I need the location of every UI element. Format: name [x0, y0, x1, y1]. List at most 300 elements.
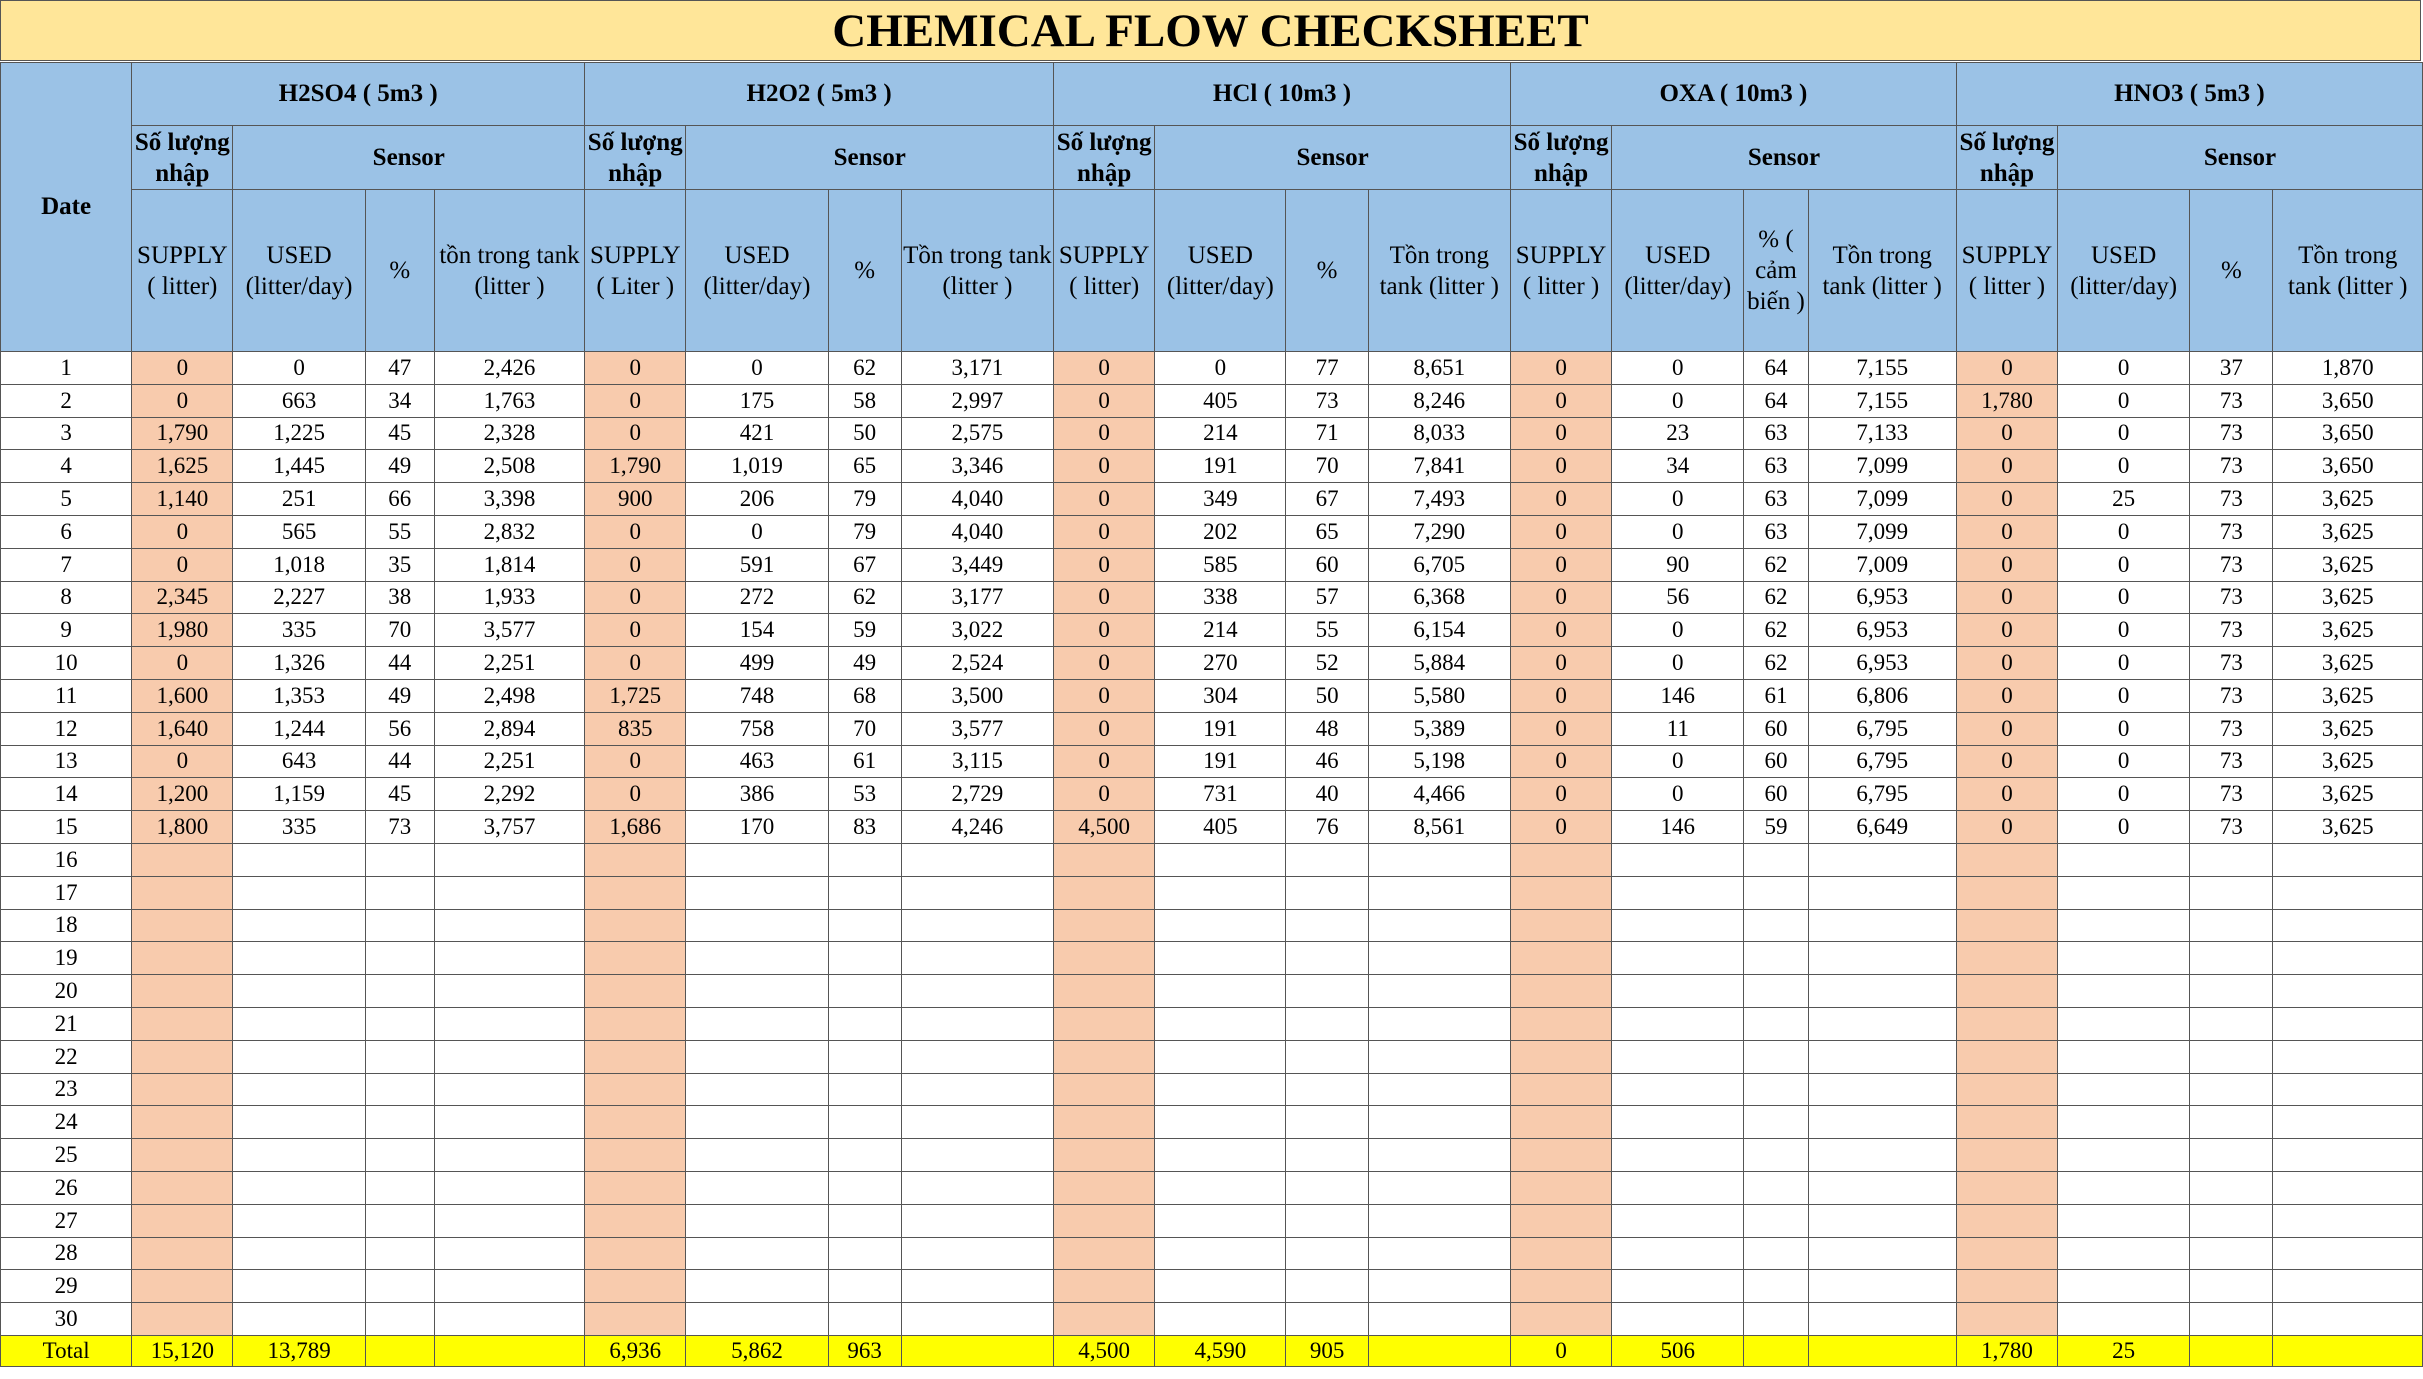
supply-cell[interactable] — [1510, 1007, 1611, 1040]
date-cell[interactable]: 8 — [1, 581, 132, 614]
data-cell[interactable] — [1808, 876, 1956, 909]
data-cell[interactable] — [1744, 975, 1808, 1008]
data-cell[interactable]: 49 — [365, 679, 434, 712]
data-cell[interactable]: 62 — [828, 581, 901, 614]
data-cell[interactable]: 7,099 — [1808, 515, 1956, 548]
data-cell[interactable] — [365, 909, 434, 942]
data-cell[interactable]: 3,449 — [901, 548, 1053, 581]
data-cell[interactable] — [1612, 1139, 1744, 1172]
data-cell[interactable]: 73 — [2190, 712, 2273, 745]
supply-cell[interactable] — [1054, 909, 1155, 942]
supply-cell[interactable]: 1,686 — [585, 811, 686, 844]
supply-cell[interactable]: 0 — [1510, 384, 1611, 417]
supply-cell[interactable]: 1,625 — [132, 450, 233, 483]
data-cell[interactable] — [1612, 1040, 1744, 1073]
data-cell[interactable]: 1,019 — [686, 450, 828, 483]
data-cell[interactable]: 0 — [2058, 712, 2190, 745]
supply-cell[interactable] — [1956, 909, 2057, 942]
data-cell[interactable] — [233, 1106, 365, 1139]
data-cell[interactable] — [1808, 1073, 1956, 1106]
data-cell[interactable] — [1286, 975, 1368, 1008]
supply-cell[interactable] — [132, 942, 233, 975]
supply-cell[interactable]: 0 — [1054, 515, 1155, 548]
data-cell[interactable]: 59 — [1744, 811, 1808, 844]
data-cell[interactable]: 2,328 — [434, 417, 584, 450]
data-cell[interactable]: 62 — [1744, 647, 1808, 680]
chem-header-h2o2[interactable]: H2O2 ( 5m3 ) — [585, 63, 1054, 126]
date-cell[interactable]: 3 — [1, 417, 132, 450]
data-cell[interactable] — [1368, 1073, 1510, 1106]
data-cell[interactable]: 45 — [365, 417, 434, 450]
total-cell[interactable] — [365, 1335, 434, 1366]
supply-cell[interactable]: 1,200 — [132, 778, 233, 811]
supply-cell[interactable] — [1510, 1204, 1611, 1237]
data-cell[interactable]: 73 — [2190, 384, 2273, 417]
data-cell[interactable] — [365, 1204, 434, 1237]
data-cell[interactable]: 3,650 — [2273, 384, 2423, 417]
data-cell[interactable]: 499 — [686, 647, 828, 680]
data-cell[interactable] — [828, 876, 901, 909]
supply-cell[interactable] — [585, 1270, 686, 1303]
data-cell[interactable]: 49 — [828, 647, 901, 680]
supply-cell[interactable]: 0 — [1956, 679, 2057, 712]
data-cell[interactable] — [1612, 1007, 1744, 1040]
supply-cell[interactable] — [1956, 1270, 2057, 1303]
data-cell[interactable] — [2058, 1139, 2190, 1172]
percent-col-header-hcl[interactable]: % — [1286, 190, 1368, 352]
supply-cell[interactable] — [585, 1303, 686, 1336]
data-cell[interactable]: 6,649 — [1808, 811, 1956, 844]
supply-cell[interactable]: 0 — [1956, 581, 2057, 614]
data-cell[interactable]: 0 — [1612, 614, 1744, 647]
data-cell[interactable] — [365, 876, 434, 909]
data-cell[interactable]: 6,795 — [1808, 778, 1956, 811]
sensor-header-hcl[interactable]: Sensor — [1155, 126, 1511, 190]
data-cell[interactable]: 251 — [233, 483, 365, 516]
data-cell[interactable] — [1368, 975, 1510, 1008]
data-cell[interactable]: 3,625 — [2273, 515, 2423, 548]
data-cell[interactable]: 1,814 — [434, 548, 584, 581]
data-cell[interactable]: 335 — [233, 614, 365, 647]
data-cell[interactable] — [2273, 1303, 2423, 1336]
data-cell[interactable] — [828, 975, 901, 1008]
data-cell[interactable]: 47 — [365, 352, 434, 385]
data-cell[interactable]: 6,795 — [1808, 745, 1956, 778]
data-cell[interactable] — [828, 1303, 901, 1336]
data-cell[interactable] — [828, 1139, 901, 1172]
data-cell[interactable] — [901, 843, 1053, 876]
data-cell[interactable]: 3,625 — [2273, 614, 2423, 647]
supply-cell[interactable] — [132, 843, 233, 876]
data-cell[interactable] — [1368, 1303, 1510, 1336]
data-cell[interactable]: 0 — [2058, 778, 2190, 811]
total-cell[interactable]: 963 — [828, 1335, 901, 1366]
supply-cell[interactable]: 0 — [1956, 614, 2057, 647]
supply-cell[interactable] — [132, 1040, 233, 1073]
data-cell[interactable]: 38 — [365, 581, 434, 614]
data-cell[interactable] — [2273, 1237, 2423, 1270]
data-cell[interactable] — [828, 843, 901, 876]
data-cell[interactable]: 8,033 — [1368, 417, 1510, 450]
data-cell[interactable]: 349 — [1155, 483, 1286, 516]
data-cell[interactable]: 62 — [1744, 614, 1808, 647]
data-cell[interactable]: 23 — [1612, 417, 1744, 450]
data-cell[interactable]: 2,292 — [434, 778, 584, 811]
data-cell[interactable]: 3,171 — [901, 352, 1053, 385]
data-cell[interactable]: 4,246 — [901, 811, 1053, 844]
data-cell[interactable]: 272 — [686, 581, 828, 614]
data-cell[interactable] — [1368, 1040, 1510, 1073]
supply-cell[interactable] — [585, 1171, 686, 1204]
supply-cell[interactable]: 0 — [1956, 647, 2057, 680]
data-cell[interactable] — [1808, 975, 1956, 1008]
data-cell[interactable] — [1286, 942, 1368, 975]
data-cell[interactable] — [901, 975, 1053, 1008]
data-cell[interactable]: 2,832 — [434, 515, 584, 548]
supply-cell[interactable] — [1510, 1040, 1611, 1073]
data-cell[interactable] — [1286, 1073, 1368, 1106]
supply-cell[interactable]: 0 — [1054, 647, 1155, 680]
chem-header-hcl[interactable]: HCl ( 10m3 ) — [1054, 63, 1511, 126]
supply-cell[interactable]: 0 — [132, 548, 233, 581]
supply-cell[interactable]: 0 — [1054, 712, 1155, 745]
data-cell[interactable]: 70 — [828, 712, 901, 745]
data-cell[interactable]: 405 — [1155, 384, 1286, 417]
date-cell[interactable]: 19 — [1, 942, 132, 975]
data-cell[interactable] — [1612, 1204, 1744, 1237]
data-cell[interactable]: 270 — [1155, 647, 1286, 680]
total-label[interactable]: Total — [1, 1335, 132, 1366]
data-cell[interactable]: 59 — [828, 614, 901, 647]
data-cell[interactable] — [434, 843, 584, 876]
data-cell[interactable]: 6,795 — [1808, 712, 1956, 745]
data-cell[interactable] — [1286, 909, 1368, 942]
date-cell[interactable]: 9 — [1, 614, 132, 647]
data-cell[interactable] — [1744, 1303, 1808, 1336]
data-cell[interactable]: 2,498 — [434, 679, 584, 712]
data-cell[interactable]: 7,493 — [1368, 483, 1510, 516]
data-cell[interactable]: 3,346 — [901, 450, 1053, 483]
supply-cell[interactable] — [1510, 1073, 1611, 1106]
data-cell[interactable] — [1808, 1270, 1956, 1303]
data-cell[interactable]: 3,577 — [434, 614, 584, 647]
used-col-header-hcl[interactable]: USED (litter/day) — [1155, 190, 1286, 352]
date-cell[interactable]: 20 — [1, 975, 132, 1008]
data-cell[interactable]: 8,651 — [1368, 352, 1510, 385]
data-cell[interactable]: 4,466 — [1368, 778, 1510, 811]
data-cell[interactable] — [2273, 942, 2423, 975]
data-cell[interactable] — [901, 1171, 1053, 1204]
supply-cell[interactable] — [1510, 975, 1611, 1008]
data-cell[interactable] — [2058, 975, 2190, 1008]
data-cell[interactable]: 146 — [1612, 811, 1744, 844]
supply-cell[interactable]: 0 — [585, 745, 686, 778]
data-cell[interactable] — [233, 942, 365, 975]
data-cell[interactable]: 7,099 — [1808, 450, 1956, 483]
data-cell[interactable] — [1368, 1270, 1510, 1303]
data-cell[interactable]: 67 — [1286, 483, 1368, 516]
supply-cell[interactable]: 0 — [585, 548, 686, 581]
data-cell[interactable]: 90 — [1612, 548, 1744, 581]
data-cell[interactable]: 7,155 — [1808, 352, 1956, 385]
supply-cell[interactable] — [585, 1040, 686, 1073]
data-cell[interactable] — [2058, 1171, 2190, 1204]
data-cell[interactable]: 62 — [828, 352, 901, 385]
data-cell[interactable] — [901, 1237, 1053, 1270]
data-cell[interactable] — [1286, 843, 1368, 876]
data-cell[interactable]: 7,133 — [1808, 417, 1956, 450]
supply-cell[interactable]: 0 — [1956, 450, 2057, 483]
supply-cell[interactable]: 1,725 — [585, 679, 686, 712]
data-cell[interactable]: 3,625 — [2273, 581, 2423, 614]
data-cell[interactable]: 5,884 — [1368, 647, 1510, 680]
data-cell[interactable] — [434, 1007, 584, 1040]
total-cell[interactable]: 25 — [2058, 1335, 2190, 1366]
data-cell[interactable] — [828, 942, 901, 975]
data-cell[interactable] — [1744, 843, 1808, 876]
data-cell[interactable]: 79 — [828, 515, 901, 548]
data-cell[interactable] — [686, 1007, 828, 1040]
tank-col-header-h2so4[interactable]: tồn trong tank (litter ) — [434, 190, 584, 352]
data-cell[interactable] — [434, 942, 584, 975]
data-cell[interactable] — [2273, 1139, 2423, 1172]
data-cell[interactable]: 4,040 — [901, 515, 1053, 548]
supply-cell[interactable] — [132, 1139, 233, 1172]
data-cell[interactable]: 73 — [2190, 450, 2273, 483]
date-cell[interactable]: 7 — [1, 548, 132, 581]
supply-cell[interactable]: 0 — [132, 384, 233, 417]
data-cell[interactable] — [1155, 1073, 1286, 1106]
data-cell[interactable] — [365, 1040, 434, 1073]
data-cell[interactable] — [1612, 1303, 1744, 1336]
data-cell[interactable]: 73 — [2190, 614, 2273, 647]
data-cell[interactable]: 386 — [686, 778, 828, 811]
data-cell[interactable]: 175 — [686, 384, 828, 417]
data-cell[interactable]: 421 — [686, 417, 828, 450]
data-cell[interactable]: 1,933 — [434, 581, 584, 614]
data-cell[interactable]: 44 — [365, 647, 434, 680]
qty-header-h2so4[interactable]: Số lượng nhập — [132, 126, 233, 190]
supply-cell[interactable]: 0 — [585, 647, 686, 680]
supply-cell[interactable]: 4,500 — [1054, 811, 1155, 844]
data-cell[interactable] — [1808, 1007, 1956, 1040]
data-cell[interactable] — [1286, 876, 1368, 909]
supply-cell[interactable]: 0 — [585, 352, 686, 385]
data-cell[interactable]: 83 — [828, 811, 901, 844]
data-cell[interactable] — [1368, 876, 1510, 909]
supply-cell[interactable]: 1,980 — [132, 614, 233, 647]
data-cell[interactable]: 0 — [2058, 811, 2190, 844]
date-cell[interactable]: 10 — [1, 647, 132, 680]
supply-cell[interactable] — [132, 876, 233, 909]
supply-col-header-h2o2[interactable]: SUPPLY ( Liter ) — [585, 190, 686, 352]
data-cell[interactable]: 7,290 — [1368, 515, 1510, 548]
data-cell[interactable]: 62 — [1744, 548, 1808, 581]
supply-cell[interactable] — [1054, 843, 1155, 876]
supply-cell[interactable] — [1054, 1204, 1155, 1237]
total-cell[interactable]: 4,590 — [1155, 1335, 1286, 1366]
data-cell[interactable]: 61 — [828, 745, 901, 778]
supply-cell[interactable]: 2,345 — [132, 581, 233, 614]
data-cell[interactable] — [1744, 1073, 1808, 1106]
data-cell[interactable] — [365, 1106, 434, 1139]
data-cell[interactable]: 3,625 — [2273, 778, 2423, 811]
data-cell[interactable] — [434, 1237, 584, 1270]
data-cell[interactable]: 7,099 — [1808, 483, 1956, 516]
supply-cell[interactable]: 0 — [132, 352, 233, 385]
supply-cell[interactable]: 0 — [1510, 647, 1611, 680]
supply-cell[interactable]: 1,640 — [132, 712, 233, 745]
date-cell[interactable]: 11 — [1, 679, 132, 712]
data-cell[interactable] — [828, 1237, 901, 1270]
data-cell[interactable]: 2,524 — [901, 647, 1053, 680]
data-cell[interactable]: 0 — [2058, 515, 2190, 548]
data-cell[interactable]: 2,997 — [901, 384, 1053, 417]
data-cell[interactable] — [828, 1073, 901, 1106]
data-cell[interactable] — [233, 1073, 365, 1106]
data-cell[interactable] — [2273, 876, 2423, 909]
supply-cell[interactable] — [1054, 1171, 1155, 1204]
total-cell[interactable] — [434, 1335, 584, 1366]
data-cell[interactable]: 304 — [1155, 679, 1286, 712]
supply-cell[interactable] — [585, 1204, 686, 1237]
supply-cell[interactable]: 0 — [1510, 778, 1611, 811]
supply-cell[interactable] — [1510, 843, 1611, 876]
data-cell[interactable] — [1744, 876, 1808, 909]
data-cell[interactable] — [686, 1270, 828, 1303]
supply-cell[interactable] — [1510, 1237, 1611, 1270]
date-cell[interactable]: 26 — [1, 1171, 132, 1204]
used-col-header-hno3[interactable]: USED (litter/day) — [2058, 190, 2190, 352]
data-cell[interactable] — [1744, 909, 1808, 942]
supply-cell[interactable] — [1956, 942, 2057, 975]
data-cell[interactable] — [1155, 1171, 1286, 1204]
data-cell[interactable] — [2058, 1040, 2190, 1073]
sensor-header-h2o2[interactable]: Sensor — [686, 126, 1054, 190]
data-cell[interactable]: 61 — [1744, 679, 1808, 712]
data-cell[interactable] — [2058, 1106, 2190, 1139]
total-cell[interactable] — [2273, 1335, 2423, 1366]
data-cell[interactable] — [2058, 1204, 2190, 1237]
total-cell[interactable]: 506 — [1612, 1335, 1744, 1366]
data-cell[interactable] — [233, 876, 365, 909]
supply-cell[interactable]: 0 — [1054, 745, 1155, 778]
data-cell[interactable]: 56 — [365, 712, 434, 745]
total-cell[interactable] — [2190, 1335, 2273, 1366]
data-cell[interactable] — [1155, 1106, 1286, 1139]
data-cell[interactable]: 37 — [2190, 352, 2273, 385]
supply-cell[interactable] — [585, 1139, 686, 1172]
supply-cell[interactable]: 0 — [1054, 679, 1155, 712]
data-cell[interactable]: 1,445 — [233, 450, 365, 483]
data-cell[interactable]: 73 — [2190, 581, 2273, 614]
data-cell[interactable]: 191 — [1155, 712, 1286, 745]
data-cell[interactable] — [1612, 1073, 1744, 1106]
data-cell[interactable]: 202 — [1155, 515, 1286, 548]
supply-col-header-h2so4[interactable]: SUPPLY ( litter) — [132, 190, 233, 352]
data-cell[interactable]: 73 — [1286, 384, 1368, 417]
data-cell[interactable] — [686, 909, 828, 942]
percent-col-header-oxa[interactable]: % ( cảm biến ) — [1744, 190, 1808, 352]
supply-cell[interactable] — [585, 1073, 686, 1106]
data-cell[interactable] — [233, 909, 365, 942]
data-cell[interactable] — [1368, 909, 1510, 942]
data-cell[interactable]: 6,953 — [1808, 614, 1956, 647]
data-cell[interactable] — [2190, 1139, 2273, 1172]
data-cell[interactable]: 1,353 — [233, 679, 365, 712]
data-cell[interactable] — [828, 1040, 901, 1073]
supply-cell[interactable] — [585, 942, 686, 975]
data-cell[interactable] — [828, 1171, 901, 1204]
data-cell[interactable] — [2190, 909, 2273, 942]
supply-cell[interactable]: 0 — [1510, 581, 1611, 614]
data-cell[interactable]: 0 — [2058, 614, 2190, 647]
supply-cell[interactable] — [1054, 975, 1155, 1008]
supply-cell[interactable] — [132, 1106, 233, 1139]
supply-cell[interactable] — [1054, 1007, 1155, 1040]
data-cell[interactable] — [1155, 1303, 1286, 1336]
data-cell[interactable]: 57 — [1286, 581, 1368, 614]
data-cell[interactable]: 50 — [1286, 679, 1368, 712]
data-cell[interactable]: 2,894 — [434, 712, 584, 745]
data-cell[interactable] — [686, 1171, 828, 1204]
data-cell[interactable]: 73 — [2190, 417, 2273, 450]
supply-cell[interactable] — [132, 1303, 233, 1336]
data-cell[interactable]: 65 — [828, 450, 901, 483]
total-cell[interactable]: 6,936 — [585, 1335, 686, 1366]
data-cell[interactable] — [2273, 843, 2423, 876]
supply-cell[interactable]: 1,140 — [132, 483, 233, 516]
data-cell[interactable] — [1612, 909, 1744, 942]
data-cell[interactable] — [1744, 1139, 1808, 1172]
data-cell[interactable] — [1155, 1007, 1286, 1040]
data-cell[interactable] — [365, 1303, 434, 1336]
date-cell[interactable]: 12 — [1, 712, 132, 745]
percent-col-header-h2so4[interactable]: % — [365, 190, 434, 352]
data-cell[interactable] — [1368, 1237, 1510, 1270]
data-cell[interactable]: 191 — [1155, 745, 1286, 778]
data-cell[interactable]: 0 — [1612, 778, 1744, 811]
data-cell[interactable] — [1368, 1139, 1510, 1172]
data-cell[interactable]: 0 — [1612, 384, 1744, 417]
total-cell[interactable]: 5,862 — [686, 1335, 828, 1366]
data-cell[interactable] — [233, 1204, 365, 1237]
supply-cell[interactable] — [1054, 1270, 1155, 1303]
data-cell[interactable] — [686, 975, 828, 1008]
data-cell[interactable]: 34 — [365, 384, 434, 417]
data-cell[interactable]: 73 — [2190, 483, 2273, 516]
date-cell[interactable]: 30 — [1, 1303, 132, 1336]
data-cell[interactable]: 44 — [365, 745, 434, 778]
data-cell[interactable]: 67 — [828, 548, 901, 581]
data-cell[interactable] — [2273, 1171, 2423, 1204]
tank-col-header-h2o2[interactable]: Tồn trong tank (litter ) — [901, 190, 1053, 352]
data-cell[interactable] — [686, 843, 828, 876]
data-cell[interactable]: 591 — [686, 548, 828, 581]
supply-cell[interactable]: 1,790 — [132, 417, 233, 450]
data-cell[interactable] — [901, 876, 1053, 909]
data-cell[interactable] — [365, 843, 434, 876]
data-cell[interactable]: 0 — [1612, 515, 1744, 548]
data-cell[interactable] — [434, 1204, 584, 1237]
data-cell[interactable] — [2190, 1204, 2273, 1237]
data-cell[interactable]: 60 — [1744, 745, 1808, 778]
data-cell[interactable]: 0 — [686, 352, 828, 385]
data-cell[interactable]: 338 — [1155, 581, 1286, 614]
data-cell[interactable] — [1155, 1270, 1286, 1303]
data-cell[interactable] — [828, 1007, 901, 1040]
data-cell[interactable] — [2058, 1270, 2190, 1303]
